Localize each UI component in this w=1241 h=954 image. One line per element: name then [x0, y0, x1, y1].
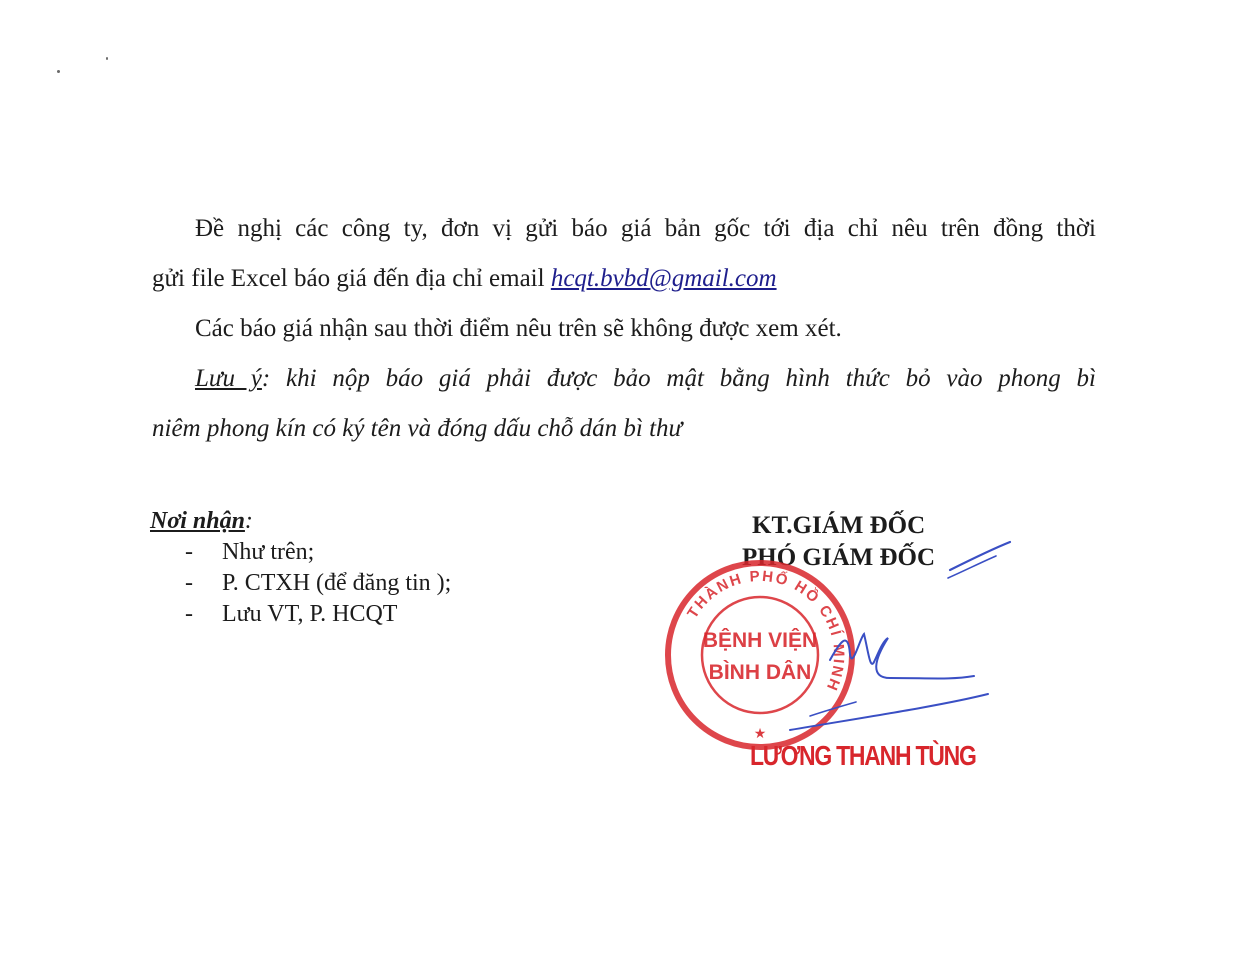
note-paragraph-line2	[152, 404, 1096, 454]
late-notice-paragraph	[152, 304, 1096, 354]
note-label: Lưu ý	[195, 365, 262, 392]
signature-block	[660, 510, 1020, 790]
request-text: Đề nghị các công ty, đơn vị gửi báo giá bản gốc tới địa chỉ nêu trên đồng thời	[195, 215, 1096, 242]
recipient-text: P. CTXH (để đăng tin );	[222, 570, 452, 596]
list-item	[150, 599, 570, 630]
scan-speck	[57, 70, 60, 73]
late-notice-text: Các báo giá nhận sau thời điểm nêu trên sẽ không được xem xét.	[195, 315, 842, 342]
recipients-title-colon: :	[244, 508, 253, 534]
list-dash: -	[185, 601, 193, 627]
email-link[interactable]: hcqt.bvbd@gmail.com	[550, 265, 777, 292]
request-paragraph-line2	[152, 254, 1096, 304]
list-item	[150, 537, 570, 568]
request-paragraph-line1	[152, 204, 1096, 254]
list-dash: -	[185, 539, 193, 565]
recipients-title-label: Nơi nhận	[150, 508, 245, 534]
list-item	[150, 568, 570, 599]
recipient-text: Lưu VT, P. HCQT	[222, 601, 398, 627]
seal-inner-line2: BÌNH DÂN	[708, 661, 812, 684]
list-dash: -	[185, 570, 193, 596]
recipients-title	[150, 505, 570, 537]
recipients-list	[150, 537, 570, 630]
seal-star-icon: ★	[753, 726, 767, 742]
signature-title-line2: PHÓ GIÁM ĐỐC	[742, 544, 936, 571]
seal-inner-line1: BỆNH VIỆN	[702, 629, 818, 652]
recipient-text: Như trên;	[222, 539, 315, 565]
note-text: : khi nộp báo giá phải được bảo mật bằng hình thức bỏ vào phong bì	[261, 365, 1097, 392]
scan-speck	[106, 57, 108, 60]
seal-ring-text: THÀNH PHỐ HỒ CHÍ MINH	[684, 567, 848, 695]
note-paragraph-line1	[152, 354, 1096, 404]
handwritten-signature-icon	[770, 530, 1020, 740]
body-text	[152, 204, 1096, 454]
request-text-continued: gửi file Excel báo giá đến địa chỉ email	[152, 265, 545, 292]
note-text-continued: niêm phong kín có ký tên và đóng dấu chỗ dán bì thư	[152, 415, 683, 442]
signature-title-line1: KT.GIÁM ĐỐC	[752, 512, 926, 539]
recipients-section	[150, 505, 570, 630]
signer-name: LƯƠNG THANH TÙNG	[750, 740, 976, 771]
